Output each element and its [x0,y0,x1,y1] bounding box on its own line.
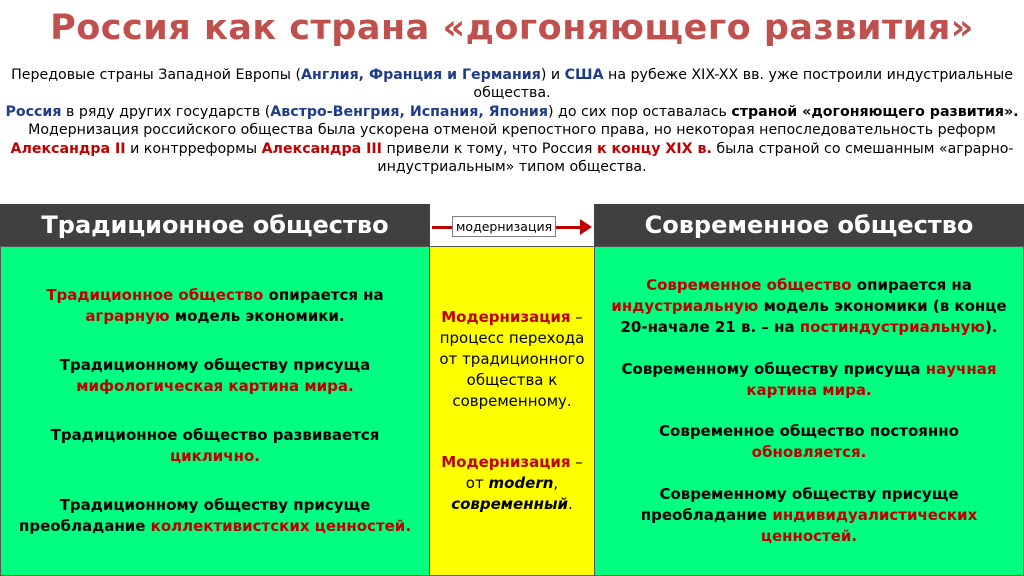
statement-term: аграрную [85,307,170,325]
statement-text: Современному обществу присуща [621,359,926,378]
russia: Россия [5,103,62,120]
modernization-definition [434,307,590,412]
modernization-term: Модернизация [441,308,571,326]
intro-text-fragment: ) и [540,67,565,83]
western-countries: Англия, Франция и Германия [301,67,541,83]
intro-text-fragment: на рубеже XIX-XX вв. уже построили индустриальные общества. [473,67,1013,102]
statement-text: Современному обществу присуще преобладание [640,484,959,524]
statement-text: опирается на [263,286,384,304]
intro-text [4,66,1020,176]
traditional-statement-4 [7,495,423,537]
etymology-text: . [568,495,573,513]
traditional-society-column [0,246,430,576]
statement-text: ). [984,318,998,337]
statement-term: обновляется. [751,443,867,462]
arrow-label: модернизация [452,216,556,237]
statement-text: Традиционному обществу присуща [59,356,371,374]
statement-text: Современное общество постоянно [659,422,959,441]
statement-term: индустриальную [611,297,759,316]
traditional-statement-1 [7,285,423,327]
statement-term: циклично. [170,447,260,465]
intro-text-fragment: Передовые страны Западной Европы ( [11,67,302,83]
statement-text: Традиционное общество развивается [50,426,380,444]
traditional-statement-3 [7,425,423,467]
statement-term: коллективистских ценностей. [150,517,412,535]
catching-up-term: страной «догоняющего развития». [731,103,1019,120]
statement-term: Современное общество [646,276,852,295]
statement-term: научная картина мира. [746,359,997,399]
etymology-translation: современный [451,495,569,513]
usa: США [564,67,604,83]
alexander-iii: Александра III [261,140,382,157]
statement-term: индивидуалистических ценностей. [760,505,978,545]
page-title: Россия как страна «догоняющего развития» [50,8,974,48]
etymology-text: , [553,474,559,492]
statement-text: модель экономики (в конце 20-начале 21 в. – на [620,297,1007,337]
modern-society-header: Современное общество [594,204,1024,246]
modernization-etymology [434,452,590,515]
traditional-statement-2 [7,355,423,397]
modern-statement-4 [601,484,1017,547]
intro-text-fragment: и контрреформы [125,140,262,157]
statement-text: Традиционному обществу присуще преобладание [18,496,371,535]
statement-term: Традиционное общество [46,286,264,304]
modern-statement-2 [601,359,1017,401]
end-of-19th-century: к концу XIX в. [596,140,712,157]
intro-text-fragment: Модернизация российского общества была ускорена отменой крепостного права, но некоторая непоследовательность реформ [28,122,996,139]
arrow-right-icon [580,219,592,235]
intro-text-fragment: была страной со смешанным «аграрно-индустриальным» типом общества. [377,140,1014,176]
etymology-text: – от [465,453,583,492]
modernization-term: Модернизация [441,453,571,471]
definition-text: – процесс перехода от традиционного общества к современному. [439,308,585,410]
modernization-column [430,246,594,576]
statement-text: модель экономики. [169,307,345,325]
intro-paragraph-2 [4,103,1020,177]
alexander-ii: Александра II [10,140,126,157]
other-states: Австро-Венгрия, Испания, Япония [270,103,548,120]
modern-statement-1 [601,275,1017,338]
intro-paragraph-1 [4,66,1020,103]
modern-society-column [594,246,1024,576]
intro-text-fragment: в ряду других государств ( [61,103,271,120]
intro-text-fragment: привели к тому, что Россия [381,140,597,157]
etymology-word: modern [488,474,554,492]
statement-term: мифологическая картина мира. [76,377,354,395]
modern-statement-3 [601,421,1017,463]
traditional-society-header: Традиционное общество [0,204,430,246]
intro-text-fragment: ) до сих пор оставалась [548,103,732,120]
modernization-arrow [432,216,592,238]
statement-text: опирается на [851,276,972,295]
statement-term: постиндустриальную [799,318,985,337]
